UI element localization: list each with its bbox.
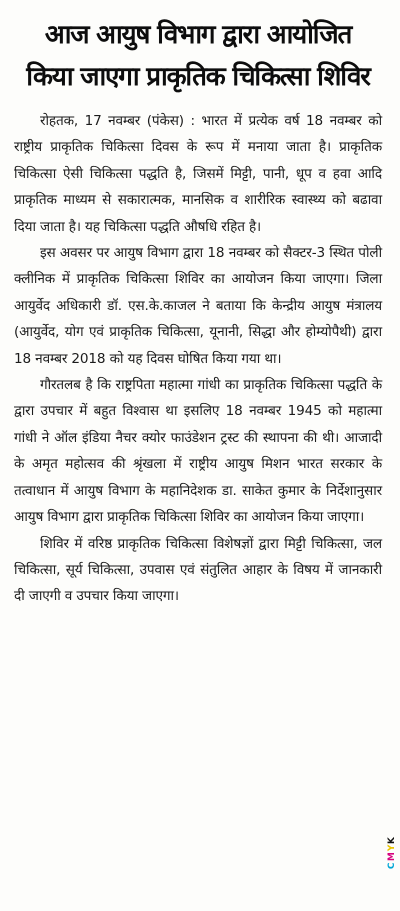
paragraph-2: इस अवसर पर आयुष विभाग द्वारा 18 नवम्बर को सैक्टर-3 स्थित पोली क्लीनिक में प्राकृतिक चिकित्सा शिविर का आयोजन किया जाएगा। जिला आयुर्वेद अधिकारी डॉ. एस.के.काजल ने बताया कि केन्द्रीय आयुष मंत्रालय (आयुर्वेद, योग एवं प्राकृतिक चिकित्सा, यूनानी, सिद्धा और होम्योपैथी) द्वारा 18 नवम्बर 2018 को यह दिवस घोषित किया गया था।	[14, 245, 382, 367]
paragraph-3: गौरतलब है कि राष्ट्रपिता महात्मा गांधी का प्राकृतिक चिकित्सा पद्धति के द्वारा उपचार में बहुत विश्वास था इसलिए 18 नवम्बर 1945 को महात्मा गांधी ने ऑल इंडिया नैचर क्योर फाउंडेशन ट्रस्ट की स्थापना की थी। आजादी के अमृत महोत्सव की श्रृंखला में राष्ट्रीय आयुष मिशन भारत सरकार के तत्वाधान में आयुष विभाग के महानिदेशक डा. साकेत कुमार के निर्देशानुसार आयुष विभाग द्वारा प्राकृतिक चिकित्सा शिविर का आयोजन किया जाएगा।	[14, 377, 382, 526]
headline-line-2: किया जाएगा प्राकृतिक चिकित्सा शिविर	[26, 62, 370, 92]
cmyk-letter-k: K	[387, 836, 397, 844]
paragraph-4: शिविर में वरिष्ठ प्राकृतिक चिकित्सा विशेषज्ञों द्वारा मिट्टी चिकित्सा, जल चिकित्सा, सूर्य चिकित्सा, उपवास एवं संतुलित आहार के विषय में जानकारी दी जाएगी व उपचार किया जाएगा।	[14, 535, 382, 605]
article-body	[14, 108, 382, 610]
dateline: रोहतक, 17 नवम्बर (पंकेस) :	[40, 113, 195, 129]
cmyk-letter-m: M	[387, 851, 397, 862]
cmyk-registration-mark	[387, 836, 397, 869]
headline	[14, 14, 382, 98]
cmyk-letter-c: C	[387, 861, 397, 870]
headline-line-1: आज आयुष विभाग द्वारा आयोजित	[44, 20, 352, 50]
paragraph-1-text: भारत में प्रत्येक वर्ष 18 नवम्बर को राष्ट्रीय प्राकृतिक चिकित्सा दिवस के रूप में मनाया जाता है। प्राकृतिक चिकित्सा ऐसी चिकित्सा पद्धति है, जिसमें मिट्टी, पानी, धूप व हवा आदि प्राकृतिक माध्यम से सकारात्मक, मानसिक व शारीरिक स्वास्थ्य को बढावा दिया जाता है। यह चिकित्सा पद्धति औषधि रहित है।	[14, 113, 382, 235]
paragraph-1	[14, 108, 382, 240]
cmyk-letter-y: Y	[387, 843, 397, 852]
